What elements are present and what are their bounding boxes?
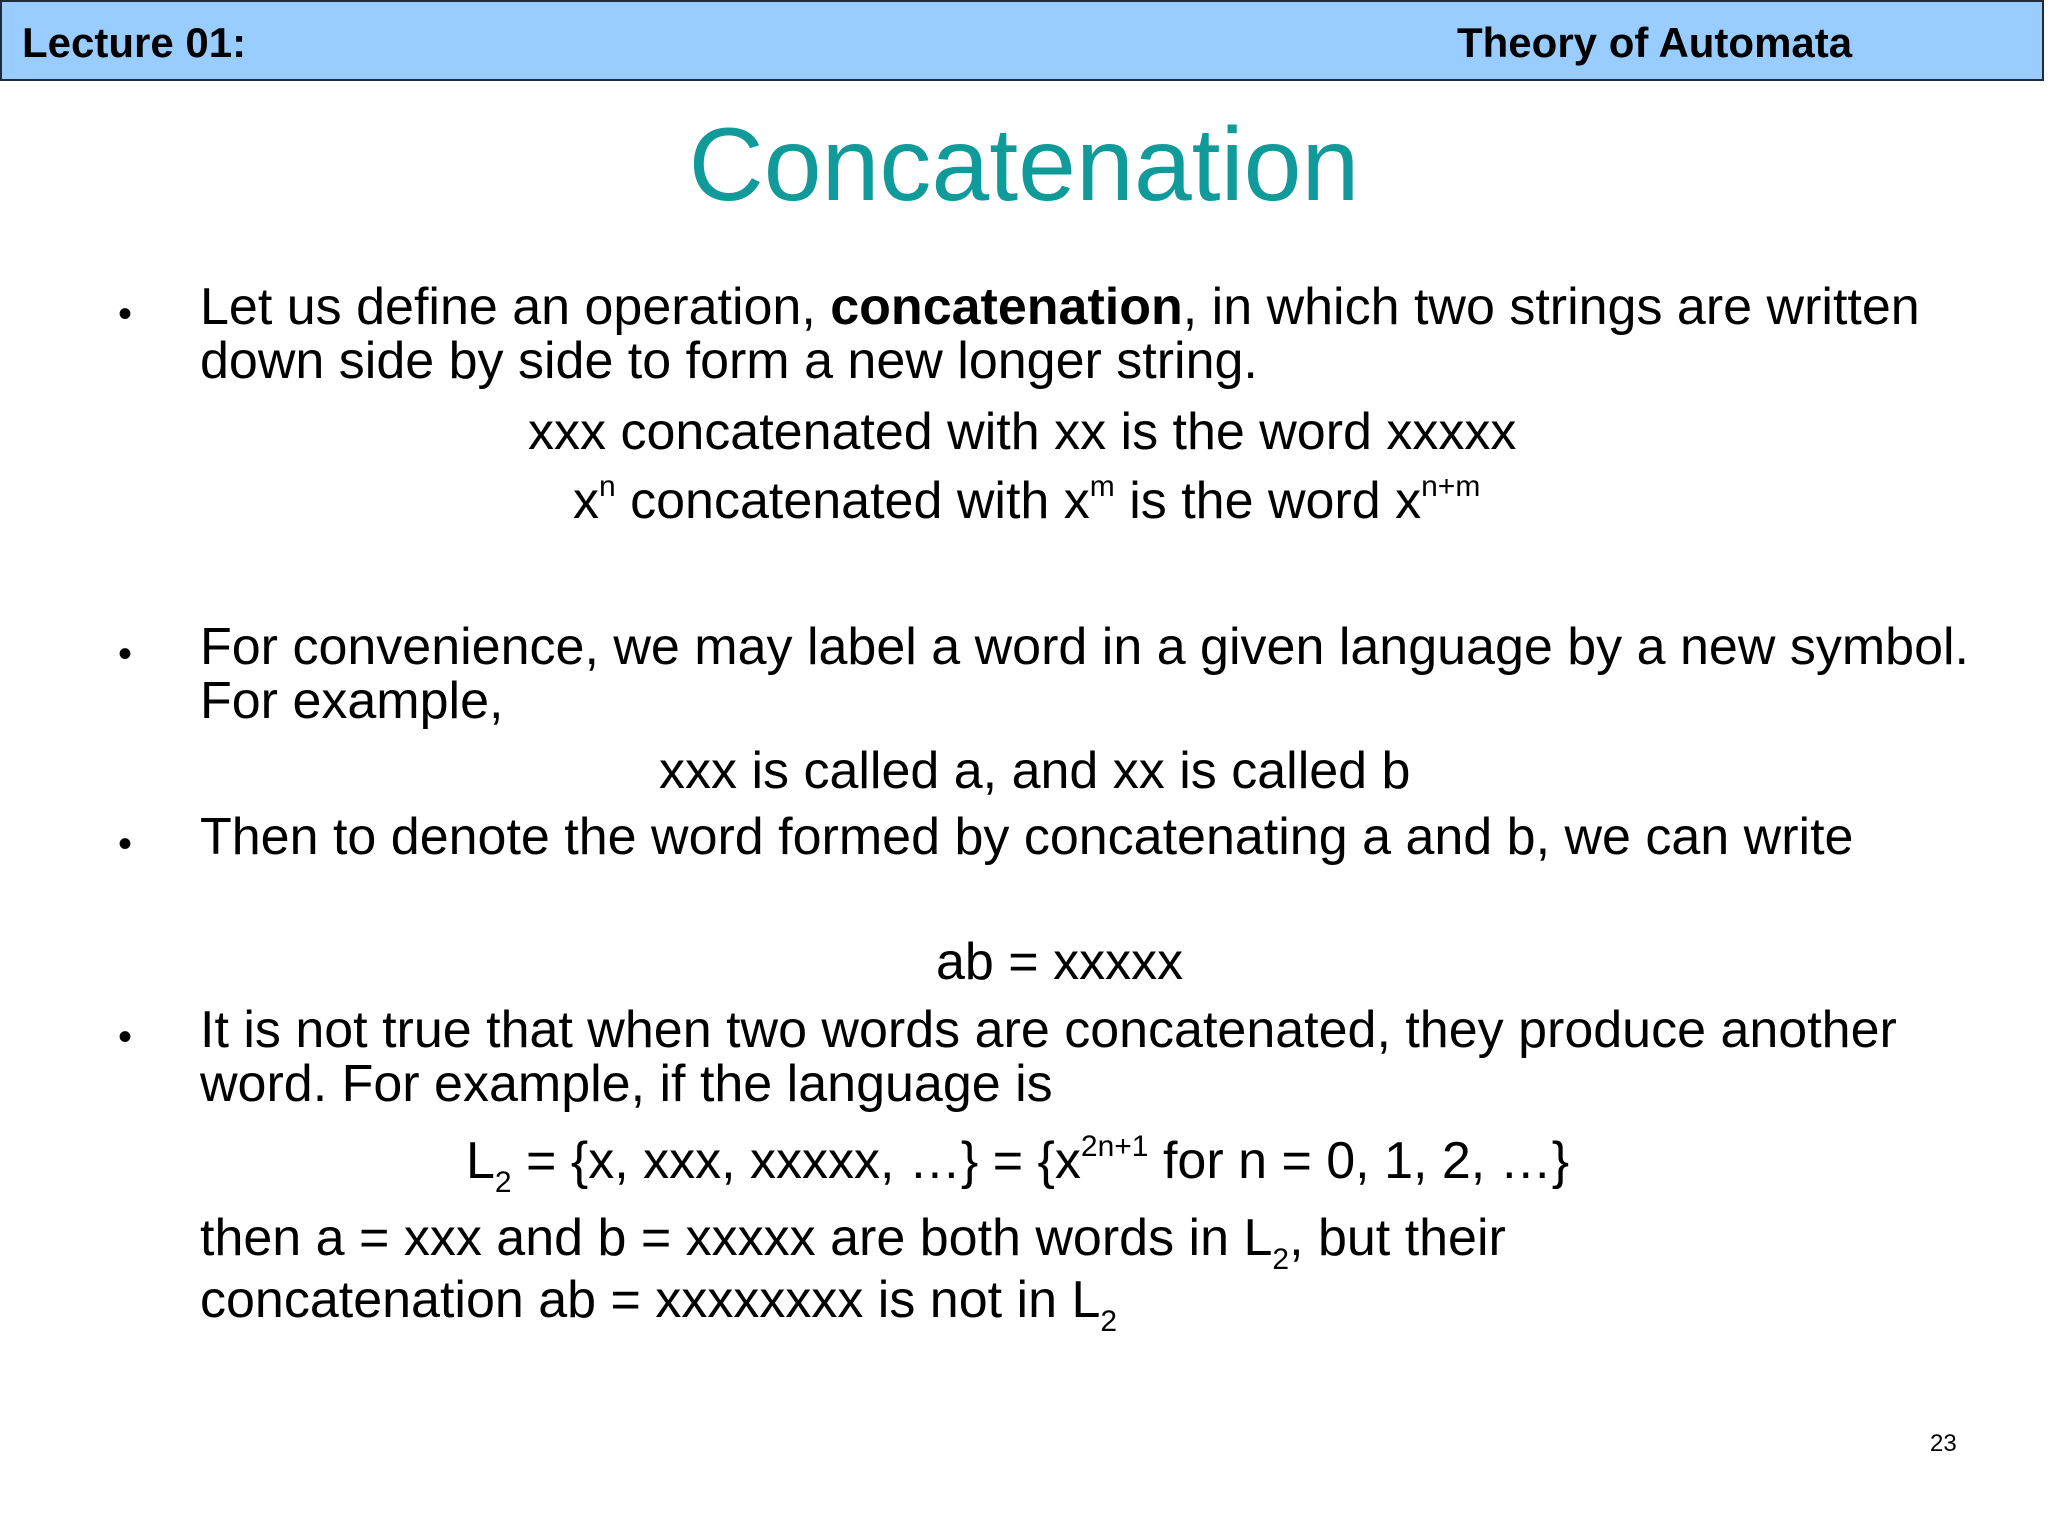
ex2-n: n: [599, 470, 616, 503]
bullet-4-text: It is not true that when two words are concatenated, they produce another word. For example, if the language is: [200, 1001, 1897, 1113]
bullet-1-pre: Let us define an operation,: [200, 278, 831, 336]
conclusion-line-1: [200, 1208, 1506, 1276]
p5-line1-sub: 2: [1272, 1243, 1290, 1276]
ex5-exp: 2n+1: [1080, 1130, 1149, 1163]
ex5-sub: 2: [494, 1166, 512, 1199]
language-l2-definition: [466, 1130, 1570, 1199]
bullet-2: •: [118, 632, 133, 676]
ex2-m: m: [1089, 470, 1115, 503]
bullet-3: •: [118, 822, 133, 866]
page-number: 23: [1930, 1430, 1957, 1457]
ex2-x1: x: [573, 472, 599, 530]
example-concat-xxx: xxx concatenated with xx is the word xxxxx: [528, 403, 1517, 461]
lecture-label: Lecture 01:: [22, 19, 247, 66]
bullet-1-text: [200, 280, 2000, 388]
p5-line2-sub: 2: [1100, 1305, 1118, 1338]
ex2-nm: n+m: [1421, 470, 1481, 503]
p5-line2-pre: concatenation ab = xxxxxxxx is not in L: [200, 1271, 1101, 1329]
bullet-2-text: For convenience, we may label a word in a given language by a new symbol. For example,: [200, 618, 1969, 730]
bullet-3-text: Then to denote the word formed by concatenating a and b, we can write: [200, 808, 1854, 866]
example-concat-powers: [573, 471, 1480, 531]
ex2-end: is the word x: [1114, 472, 1422, 530]
ex5-L: L: [466, 1132, 495, 1190]
bullet-1-post: , in which two strings are written down side by side to form a new longer string.: [200, 278, 1920, 390]
p5-line1-pre: then a = xxx and b = xxxxx are both words in L: [200, 1209, 1273, 1267]
course-title: Theory of Automata: [1457, 19, 1853, 66]
ex5-mid: = {x, xxx, xxxxx, …} = {x: [511, 1132, 1081, 1190]
conclusion-line-2: [200, 1270, 1118, 1338]
bullet-1: •: [118, 292, 133, 336]
example-labels: xxx is called a, and xx is called b: [659, 742, 1411, 800]
slide-header: [0, 0, 2044, 81]
p5-line1-post: , but their: [1289, 1209, 1506, 1267]
ex5-end: for n = 0, 1, 2, …}: [1148, 1132, 1570, 1190]
example-ab: ab = xxxxx: [936, 933, 1184, 991]
bullet-1-term: concatenation: [830, 278, 1183, 336]
slide-title: Concatenation: [688, 107, 1360, 223]
ex2-mid: concatenated with x: [615, 472, 1090, 530]
bullet-4: •: [118, 1015, 133, 1059]
